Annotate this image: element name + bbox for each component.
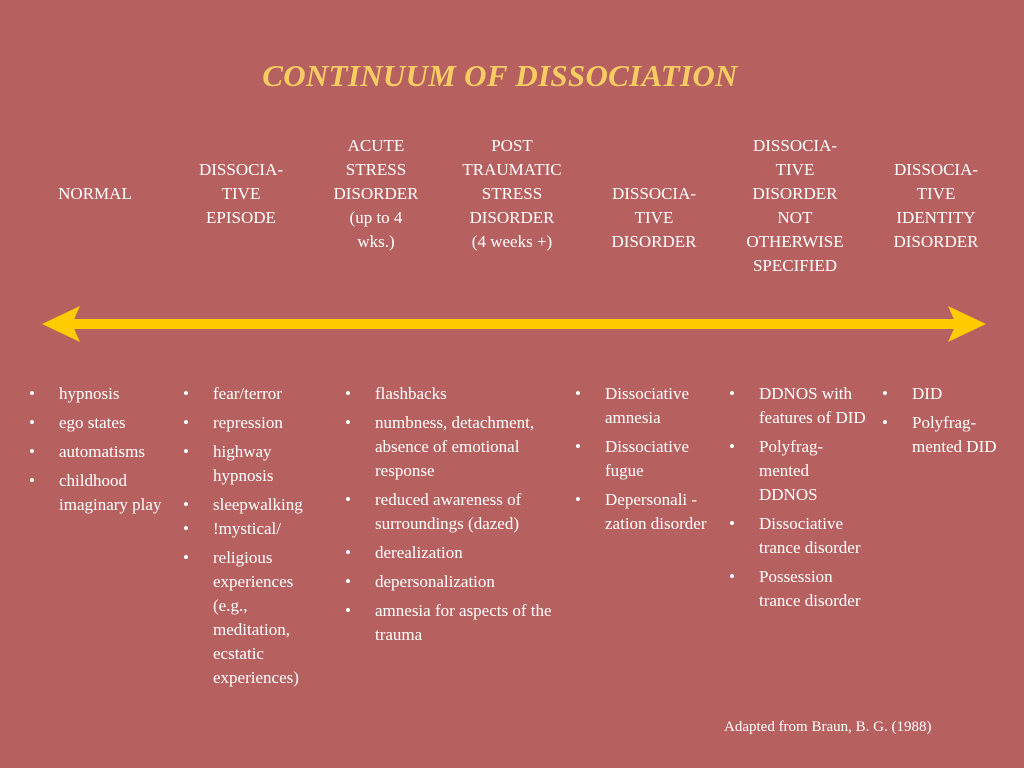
bullet-icon: • (729, 567, 735, 586)
double-headed-arrow-icon (40, 304, 988, 344)
header-acute-stress-disorder (320, 134, 432, 254)
list-item (180, 411, 325, 435)
list-item (342, 599, 562, 647)
bullet-icon: • (729, 514, 735, 533)
list-item-text: Dissociative fugue (605, 437, 690, 480)
header-did (878, 158, 994, 254)
bullet-icon: • (345, 413, 351, 432)
list-item (726, 435, 866, 507)
list-item-text: Possession trance disorder (759, 567, 861, 610)
column-did (879, 382, 999, 464)
bullet-icon: • (183, 519, 189, 538)
bullet-icon: • (882, 384, 888, 403)
column-dissociative-disorder (572, 382, 712, 541)
list-item (180, 546, 325, 690)
list-item (180, 382, 325, 406)
bullet-icon: • (183, 495, 189, 514)
header-line: TIVE (634, 208, 674, 227)
list-item-text: Polyfrag-mented DID (912, 413, 997, 456)
bullet-icon: • (575, 437, 581, 456)
bullet-icon: • (729, 437, 735, 456)
bullet-icon: • (345, 572, 351, 591)
list-item-text: Depersonali -zation disorder (605, 490, 707, 533)
arrow-shaft (70, 319, 958, 329)
header-line: POST (491, 136, 533, 155)
header-line: NORMAL (58, 184, 132, 203)
list-item-text: DDNOS with features of DID (759, 384, 866, 427)
list-item-text: derealization (375, 543, 463, 562)
list-item-text: Dissociative trance disorder (759, 514, 861, 557)
list-item (342, 488, 562, 536)
list-item (342, 411, 562, 483)
header-line: DISORDER (333, 184, 419, 203)
list-item-text: automatisms (59, 442, 145, 461)
list-item-text: DID (912, 384, 943, 403)
header-line: DISORDER (611, 232, 697, 251)
list-item-text: ego states (59, 413, 126, 432)
header-ptsd (448, 134, 576, 254)
header-line: DISSOCIA- (752, 136, 838, 155)
list-item (26, 411, 171, 435)
list-item-text: numbness, detachment, absence of emotional response (375, 413, 535, 480)
header-line: ACUTE (347, 136, 405, 155)
header-line: STRESS (481, 184, 543, 203)
bullet-icon: • (575, 384, 581, 403)
bullet-list (342, 382, 562, 647)
source-credit: Adapted from Braun, B. G. (1988) (724, 719, 932, 735)
header-line: OTHERWISE (746, 232, 844, 251)
header-line: DISORDER (893, 232, 979, 251)
list-item (879, 411, 999, 459)
header-line: DISORDER (752, 184, 838, 203)
list-item-text: childhood imaginary play (59, 471, 162, 514)
list-item (572, 435, 712, 483)
list-item-text: amnesia for aspects of the trauma (375, 601, 552, 644)
list-item (726, 382, 866, 430)
header-line: DISORDER (469, 208, 555, 227)
list-item-text: flashbacks (375, 384, 447, 403)
list-item (726, 565, 866, 613)
list-item-text: highway hypnosis (213, 442, 274, 485)
bullet-list (26, 382, 171, 517)
header-line: DISSOCIA- (198, 160, 284, 179)
column-ddnos (726, 382, 866, 618)
list-item-text: hypnosis (59, 384, 120, 403)
header-line: TIVE (775, 160, 815, 179)
bullet-icon: • (29, 471, 35, 490)
list-item (180, 440, 325, 488)
header-dissociative-disorder (595, 182, 713, 254)
header-line: TIVE (916, 184, 956, 203)
header-line: IDENTITY (896, 208, 976, 227)
list-item (180, 517, 325, 541)
bullet-list (879, 382, 999, 459)
bullet-icon: • (29, 442, 35, 461)
header-line: (up to 4 (349, 208, 403, 227)
bullet-icon: • (345, 601, 351, 620)
list-item-text: !mystical/ (213, 519, 281, 538)
list-item (572, 382, 712, 430)
bullet-list (726, 382, 866, 613)
slide-title: CONTINUUM OF DISSOCIATION (262, 58, 738, 93)
bullet-icon: • (345, 543, 351, 562)
header-dissociative-episode (180, 158, 302, 230)
bullet-icon: • (345, 384, 351, 403)
header-line: SPECIFIED (752, 256, 838, 275)
header-line: EPISODE (206, 208, 276, 227)
list-item (342, 570, 562, 594)
list-item-text: repression (213, 413, 283, 432)
list-item (26, 440, 171, 464)
bullet-icon: • (29, 384, 35, 403)
bullet-icon: • (183, 548, 189, 567)
list-item (726, 512, 866, 560)
list-item (342, 541, 562, 565)
header-line: DISSOCIA- (893, 160, 979, 179)
bullet-icon: • (882, 413, 888, 432)
column-acute-stress-disorder (342, 382, 562, 652)
header-line: (4 weeks +) (471, 232, 553, 251)
list-item (26, 469, 171, 517)
list-item-text: religious experiences (e.g., meditation, ecstatic experiences) (213, 548, 299, 687)
list-item-text: Polyfrag-mented DDNOS (759, 437, 824, 504)
column-normal (26, 382, 171, 522)
header-line: TRAUMATIC (462, 160, 562, 179)
bullet-list (180, 382, 325, 690)
list-item-text: Dissociative amnesia (605, 384, 690, 427)
bullet-list (572, 382, 712, 536)
bullet-icon: • (345, 490, 351, 509)
bullet-icon: • (29, 413, 35, 432)
bullet-icon: • (729, 384, 735, 403)
bullet-icon: • (183, 384, 189, 403)
header-line: TIVE (221, 184, 261, 203)
bullet-icon: • (183, 413, 189, 432)
list-item-text: reduced awareness of surroundings (dazed) (375, 490, 522, 533)
header-line: DISSOCIA- (611, 184, 697, 203)
list-item-text: depersonalization (375, 572, 495, 591)
list-item-text: fear/terror (213, 384, 282, 403)
list-item (180, 493, 325, 517)
list-item (26, 382, 171, 406)
column-dissociative-episode (180, 382, 325, 695)
list-item (342, 382, 562, 406)
header-ddnos (730, 134, 860, 278)
header-line: STRESS (345, 160, 407, 179)
bullet-icon: • (183, 442, 189, 461)
list-item-text: sleepwalking (213, 495, 303, 514)
list-item (572, 488, 712, 536)
bullet-icon: • (575, 490, 581, 509)
header-line: NOT (777, 208, 813, 227)
header-line: wks.) (357, 232, 395, 251)
header-normal (40, 182, 150, 206)
list-item (879, 382, 999, 406)
